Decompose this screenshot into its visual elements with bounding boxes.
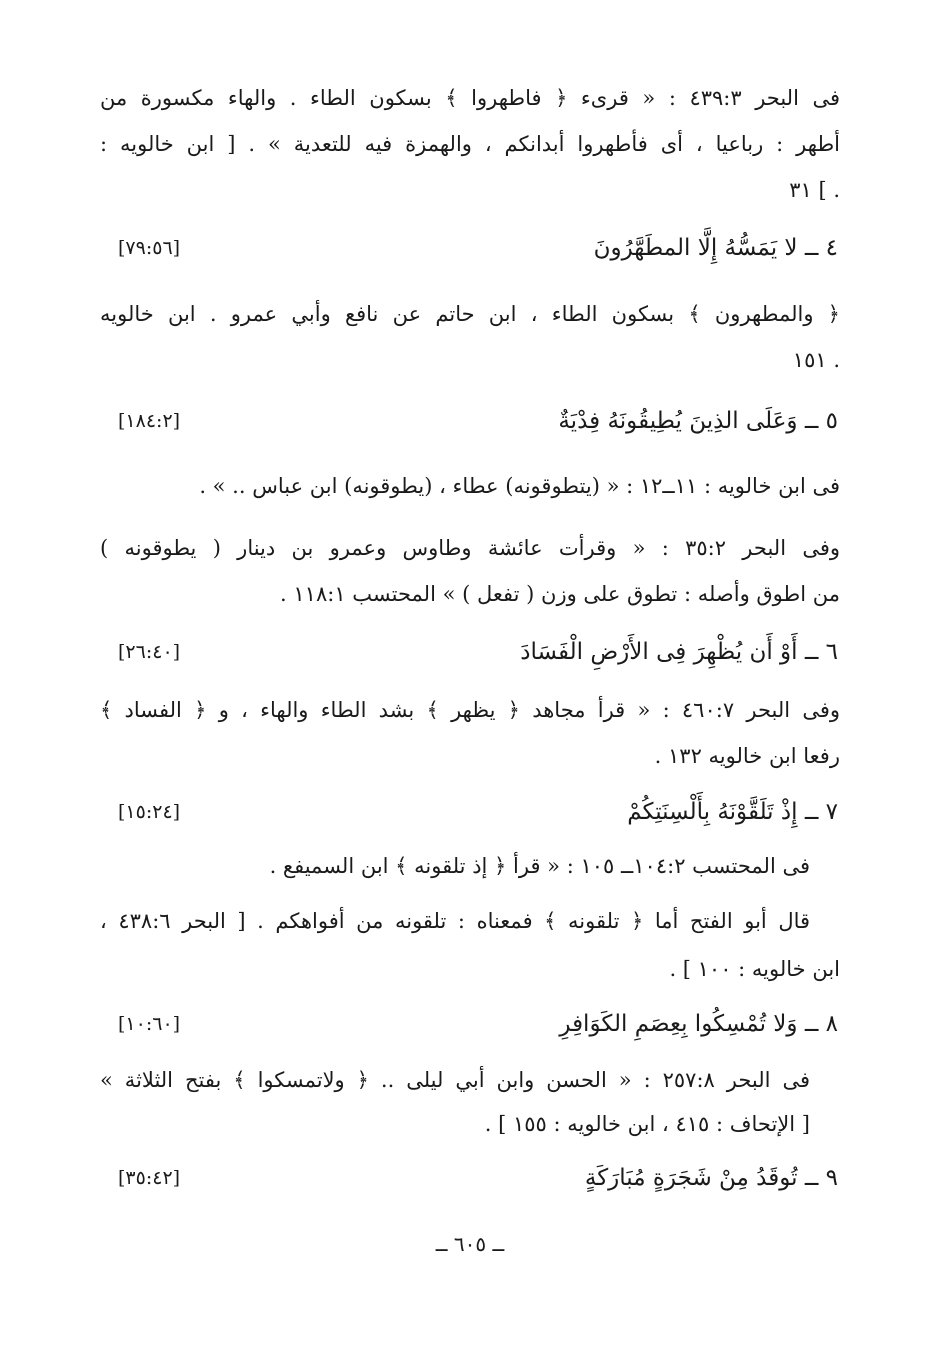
text-line: . ] ٣١ (789, 178, 840, 202)
verse-line: ٩ ــ تُوقَدُ مِنْ شَجَرَةٍ مُبَارَكَةٍ (584, 1165, 838, 1191)
verse-reference: [٧٩:٥٦] (118, 237, 181, 259)
verse-reference: [٣٥:٤٢] (118, 1167, 181, 1189)
text-line: وفى البحر ٤٦٠:٧ : « قرأ مجاهد ﴿ يظهر ﴾ بشد الطاء والهاء ، و ﴿ الفساد ﴾ (100, 698, 841, 722)
text-line: أطهر : رباعيا ، أى فأطهروا أبدانكم ، والهمزة فيه للتعدية » . [ ابن خالويه : (100, 132, 840, 156)
verse-line: ٦ ــ أَوْ أَن يُظْهِرَ فِى الأَرْضِ الْفَسَادَ (520, 639, 838, 665)
verse-reference: [١٥:٢٤] (118, 801, 181, 823)
text-line: وفى البحر ٣٥:٢ : « وقرأت عائشة وطاوس وعمرو بن دينار ( يطوقونه ) (100, 536, 841, 560)
text-line: . ١٥١ (792, 348, 840, 372)
verse-reference: [٢٦:٤٠] (118, 641, 181, 663)
text-line: من اطوق وأصله : تطوق على وزن ( تفعل ) » المحتسب ١١٨:١ . (280, 582, 840, 606)
text-line: فى البحر ٤٣٩:٣ : « قرىء ﴿ فاطهروا ﴾ بسكون الطاء . والهاء مكسورة من (100, 86, 841, 110)
text-line: فى البحر ٢٥٧:٨ : « الحسن وابن أبي ليلى .. ﴿ ولاتمسكوا ﴾ بفتح الثلاثة » (100, 1068, 810, 1092)
text-line: فى ابن خالويه : ١١ــ١٢ : « (يتطوقونه) عطاء ، (يطوقونه) ابن عباس .. » . (199, 474, 840, 498)
text-line: قال أبو الفتح أما ﴿ تلقونه ﴾ فمعناه : تلقونه من أفواهكم . [ البحر ٤٣٨:٦ ، (100, 909, 811, 933)
text-line: فى المحتسب ١٠٤:٢ــ ١٠٥ : « قرأ ﴿ إذ تلقونه ﴾ ابن السميفع . (269, 854, 810, 878)
verse-reference: [١٠:٦٠] (118, 1013, 181, 1035)
verse-reference: [١٨٤:٢] (118, 410, 181, 432)
verse-line: ٤ ــ لا يَمَسُّهُ إِلَّا المطَهَّرُونَ (593, 235, 838, 261)
verse-line: ٧ ــ إِذْ تَلَقَّوْنَهُ بِأَلْسِنَتِكُمْ (627, 799, 838, 825)
text-line: رفعا ابن خالويه ١٣٢ . (654, 744, 840, 768)
text-line: ابن خالويه : ١٠٠ ] . (669, 957, 840, 981)
text-line: [ الإتحاف : ٤١٥ ، ابن خالويه : ١٥٥ ] . (484, 1112, 810, 1136)
text-line: ﴿ والمطهرون ﴾ بسكون الطاء ، ابن حاتم عن نافع وأبي عمرو . ابن خالويه (100, 302, 840, 326)
verse-line: ٨ ــ وَلا تُمْسِكُوا بِعِصَمِ الكَوَافِرِ (559, 1011, 838, 1037)
page-number: ــ ٦٠٥ ــ (435, 1232, 505, 1256)
verse-line: ٥ ــ وَعَلَى الذِينَ يُطِيقُونَهُ فِدْيَةٌ (558, 408, 838, 434)
